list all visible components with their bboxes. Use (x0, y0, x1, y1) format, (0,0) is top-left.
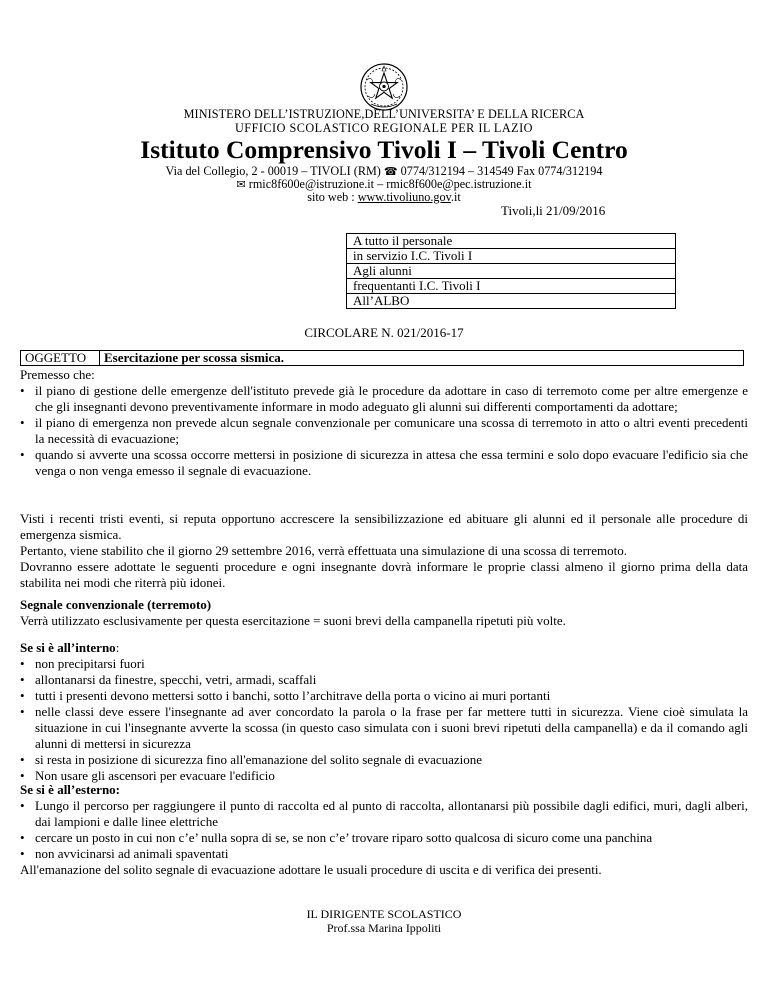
bullet: • (20, 415, 25, 430)
list-item: • il piano di emergenza non prevede alcun segnale convenzionale per comunicare una scossa di terremoto in atto o altri eventi precedenti la necessità di evacuazione; (20, 415, 748, 446)
list-item: • cercare un posto in cui non c’e’ nulla sopra di se, se non c’e’ trovare riparo sotto qualcosa di sicuro come una panchina (20, 830, 653, 845)
outdoor-list (20, 798, 748, 862)
list-item: • non avvicinarsi ad animali spaventati (20, 846, 229, 861)
indoor-heading: Se si è all’interno (20, 640, 116, 655)
list-item: • tutti i presenti devono mettersi sotto i banchi, sotto l’architrave della porta o vicino ai muri portanti (20, 688, 551, 703)
envelope-icon: ✉ (236, 178, 246, 191)
bullet: • (20, 688, 25, 703)
bullet: • (20, 798, 25, 813)
paragraph: Dovranno essere adottate le seguenti procedure e ogni insegnante dovrà informare le proprie classi almeno il giorno prima della data stabilita nei modi che riterrà più idonei. (20, 559, 748, 590)
signal-section (20, 597, 748, 629)
website-prefix: sito web : (307, 190, 358, 204)
premesso-list (20, 383, 748, 479)
bullet: • (20, 656, 25, 671)
circular-number: CIRCOLARE N. 021/2016-17 (304, 325, 464, 340)
subject-value: Esercitazione per scossa sismica. (100, 351, 744, 366)
closing-paragraph: All'emanazione del solito segnale di evacuazione adottare le usuali procedure di uscita e di verifica dei presenti. (20, 862, 602, 877)
phone-icon: ☎ (383, 165, 398, 178)
signature-name: Prof.ssa Marina Ippoliti (326, 921, 442, 935)
bullet: • (20, 846, 25, 861)
bullet: • (20, 768, 25, 783)
list-item: • il piano di gestione delle emergenze dell'istituto prevede già le procedure da adottare in caso di terremoto come per altre emergenze e che gli insegnanti devono preventivamente informare in modo adeguato gli alunni sui differenti comportamenti da adottare; (20, 383, 748, 414)
ministry-line: MINISTERO DELL’ISTRUZIONE,DELL’UNIVERSITA’ E DELLA RICERCA (183, 107, 585, 121)
premesso-intro: Premesso che: (20, 367, 95, 382)
list-item: • nelle classi deve essere l'insegnante ad aver concordato la parola o la frase per far mettere tutti in sicurezza. Viene cioè simulata la situazione in cui l'insegnante avverte la scossa (in questo caso simulata con i suoni brevi ripetuti della campanella) e da il comando agli alunni di mettersi in sicurezza (20, 704, 748, 751)
document-date: Tivoli,li 21/09/2016 (501, 203, 606, 218)
website-suffix: .it (450, 190, 461, 204)
recipient-line: Agli alunni (347, 264, 676, 279)
signature-role: IL DIRIGENTE SCOLASTICO (306, 907, 462, 921)
indoor-section (20, 640, 748, 784)
regional-office-line: UFFICIO SCOLASTICO REGIONALE PER IL LAZIO (235, 121, 533, 135)
list-item: • quando si avverte una scossa occorre mettersi in posizione di sicurezza in attesa che essa termini e solo dopo evacuare l'edificio sia che venga o non venga emesso il segnale di evacuazione. (20, 447, 748, 478)
phone-text: 0774/312194 – 314549 Fax 0774/312194 (400, 164, 603, 178)
signal-heading: Segnale convenzionale (terremoto) (20, 597, 212, 612)
list-item: • si resta in posizione di sicurezza fino all'emanazione del solito segnale di evacuazione (20, 752, 483, 767)
paragraph: Visti i recenti tristi eventi, si reputa opportuno accrescere la sensibilizzazione ed abituare gli alunni ed il personale alle procedure di emergenza sismica. (20, 511, 748, 542)
email-text: rmic8f600e@istruzione.it – rmic8f600e@pec.istruzione.it (248, 177, 532, 191)
subject-box (20, 350, 744, 366)
signal-text: Verrà utilizzato esclusivamente per questa esercitazione = suoni brevi della campanella ripetuti più volte. (20, 613, 566, 628)
bullet: • (20, 447, 25, 462)
bullet: • (20, 383, 25, 398)
bullet: • (20, 672, 25, 687)
school-title: Istituto Comprensivo Tivoli I – Tivoli Centro (140, 135, 628, 164)
indoor-list (20, 656, 748, 784)
recipients-box (346, 233, 676, 309)
bullet: • (20, 752, 25, 767)
outdoor-heading: Se si è all’esterno: (20, 782, 121, 797)
premesso-section (20, 367, 748, 479)
list-item: • Lungo il percorso per raggiungere il punto di raccolta ed al punto di raccolta, allontanarsi più possibile dagli edifici, muri, dagli alberi, dai lampioni e dalle linee elettriche (20, 798, 748, 829)
website-link[interactable]: www.tivoliuno.gov (357, 190, 451, 204)
italian-republic-emblem-icon (359, 62, 409, 112)
recipient-line: frequentanti I.C. Tivoli I (347, 279, 676, 294)
address-text: Via del Collegio, 2 - 00019 – TIVOLI (RM) (165, 164, 381, 178)
recipient-line: A tutto il personale (347, 234, 676, 249)
list-item: • allontanarsi da finestre, specchi, vetri, armadi, scaffali (20, 672, 317, 687)
bullet: • (20, 704, 25, 719)
list-item: • non precipitarsi fuori (20, 656, 145, 671)
paragraph: Pertanto, viene stabilito che il giorno 29 settembre 2016, verrà effettuata una simulazione di una scossa di terremoto. (20, 543, 627, 558)
subject-label: OGGETTO (21, 351, 100, 366)
website-line (0, 190, 768, 204)
outdoor-section (20, 782, 748, 878)
intro-paragraphs (20, 511, 748, 591)
recipient-line: in servizio I.C. Tivoli I (347, 249, 676, 264)
list-item: • Non usare gli ascensori per evacuare l'edificio (20, 768, 275, 783)
indoor-heading-line: Se si è all’interno: (20, 640, 120, 655)
recipient-line: All’ALBO (347, 294, 676, 309)
bullet: • (20, 830, 25, 845)
